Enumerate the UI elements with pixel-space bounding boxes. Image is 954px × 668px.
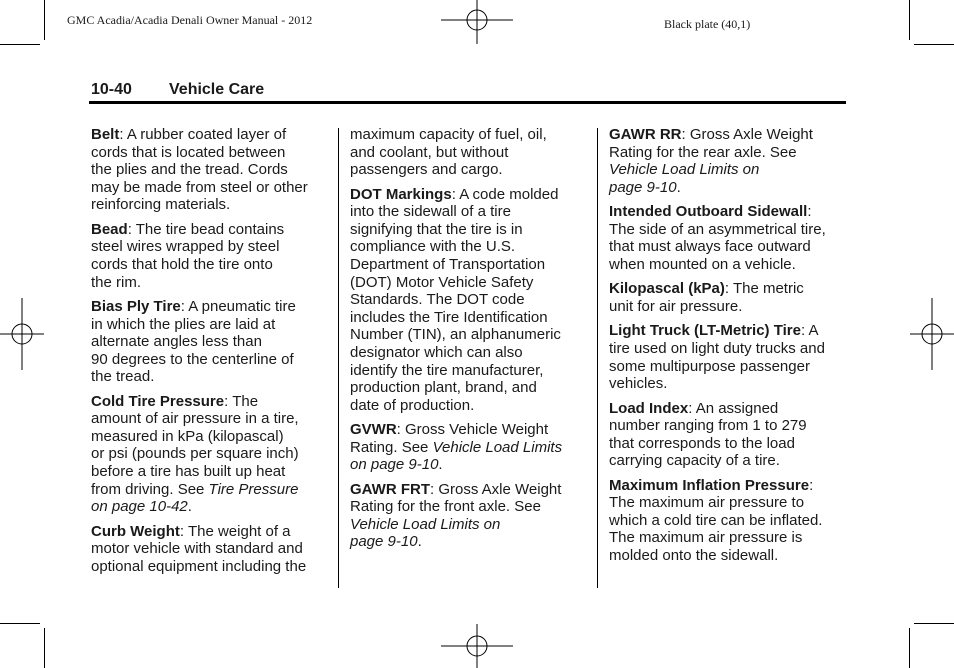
glossary-entry — [609, 400, 854, 470]
glossary-text: : — [807, 203, 812, 221]
glossary-text: when mounted on a vehicle. — [609, 255, 796, 273]
glossary-entry — [350, 126, 595, 179]
cross-reference-link: page 9-10 — [609, 178, 677, 196]
cross-reference-link: Vehicle Load Limits on — [350, 515, 501, 533]
glossary-text: or psi (pounds per square inch) — [91, 445, 299, 463]
glossary-text: . — [438, 456, 443, 474]
crop-mark — [44, 628, 45, 668]
glossary-entry — [91, 126, 336, 214]
glossary-text: molded onto the sidewall. — [609, 547, 779, 565]
registration-mark-icon — [910, 298, 954, 370]
glossary-text: : A code molded — [451, 185, 559, 203]
section-title: Vehicle Care — [169, 81, 265, 98]
crop-mark — [44, 0, 45, 40]
glossary-text: that corresponds to the load — [609, 434, 795, 452]
glossary-entry — [609, 126, 854, 196]
glossary-entry — [91, 221, 336, 291]
cross-reference-link: on page 9-10 — [350, 456, 439, 474]
glossary-text: and coolant, but without — [350, 143, 509, 161]
glossary-text: : Gross Axle Weight — [430, 480, 562, 498]
glossary-text: amount of air pressure in a tire, — [91, 410, 299, 428]
glossary-text: optional equipment including the — [91, 557, 307, 575]
glossary-text: before a tire has built up heat — [91, 463, 286, 481]
glossary-term: Load Index — [609, 399, 689, 417]
glossary-text: : The tire bead contains — [127, 220, 285, 238]
glossary-text: signifying that the tire is in — [350, 220, 523, 238]
glossary-term: DOT Markings — [350, 185, 452, 203]
registration-mark-icon — [0, 298, 44, 370]
glossary-term: Light Truck (LT-Metric) Tire — [609, 322, 801, 340]
glossary-text: Rating for the front axle. See — [350, 498, 541, 516]
glossary-text: : Gross Vehicle Weight — [396, 421, 549, 439]
page-number: 10-40 — [91, 81, 132, 98]
glossary-text: cords that is located between — [91, 143, 286, 161]
glossary-text: : The weight of a — [179, 522, 291, 540]
glossary-text: designator which can also — [350, 343, 523, 361]
cross-reference-link: page 9-10 — [350, 533, 418, 551]
glossary-text: . — [417, 533, 422, 551]
text-column-1 — [91, 126, 336, 582]
header-rule — [89, 101, 846, 104]
glossary-text: includes the Tire Identification — [350, 308, 548, 326]
column-divider — [338, 128, 339, 588]
glossary-text: Number (TIN), an alphanumeric — [350, 326, 561, 344]
glossary-text: into the sidewall of a tire — [350, 203, 511, 221]
glossary-text: 90 degrees to the centerline of — [91, 350, 294, 368]
glossary-text: . — [676, 178, 681, 196]
glossary-term: Belt — [91, 126, 120, 143]
glossary-entry — [609, 477, 854, 565]
glossary-text: (DOT) Motor Vehicle Safety — [350, 273, 534, 291]
glossary-text: Rating for the rear axle. See — [609, 143, 797, 161]
glossary-entry — [350, 481, 595, 551]
glossary-text: maximum capacity of fuel, oil, — [350, 126, 547, 143]
section-heading — [91, 81, 264, 99]
glossary-text: unit for air pressure. — [609, 297, 743, 315]
glossary-text: vehicles. — [609, 375, 668, 393]
glossary-text: passengers and cargo. — [350, 161, 503, 179]
glossary-text: the tread. — [91, 368, 155, 386]
glossary-text: compliance with the U.S. — [350, 238, 516, 256]
cross-reference-link: Tire Pressure — [208, 480, 299, 498]
glossary-term: GVWR — [350, 421, 397, 439]
glossary-term: Curb Weight — [91, 522, 180, 540]
glossary-text: : — [809, 476, 814, 494]
cross-reference-link: Vehicle Load Limits — [432, 438, 563, 456]
glossary-text: production plant, brand, and — [350, 379, 537, 397]
glossary-text: some multipurpose passenger — [609, 357, 810, 375]
glossary-entry — [350, 421, 595, 474]
glossary-text: reinforcing materials. — [91, 196, 231, 214]
glossary-term: Bias Ply Tire — [91, 297, 181, 315]
glossary-text: : Gross Axle Weight — [681, 126, 813, 143]
text-column-3 — [609, 126, 854, 571]
glossary-text: The maximum air pressure is — [609, 529, 803, 547]
glossary-text: number ranging from 1 to 279 — [609, 417, 807, 435]
glossary-term: GAWR FRT — [350, 480, 430, 498]
crop-mark — [0, 623, 40, 624]
glossary-text: in which the plies are laid at — [91, 315, 276, 333]
glossary-text: the plies and the tread. Cords — [91, 161, 288, 179]
crop-mark — [914, 44, 954, 45]
glossary-text: which a cold tire can be inflated. — [609, 511, 823, 529]
glossary-text: : A pneumatic tire — [180, 297, 296, 315]
glossary-text: . — [187, 498, 192, 516]
glossary-term: GAWR RR — [609, 126, 682, 143]
manual-title: GMC Acadia/Acadia Denali Owner Manual - 2012 — [67, 13, 313, 27]
glossary-text: alternate angles less than — [91, 333, 262, 351]
glossary-text: measured in kPa (kilopascal) — [91, 427, 284, 445]
text-column-2 — [350, 126, 595, 558]
glossary-text: : A rubber coated layer of — [119, 126, 287, 143]
glossary-term: Maximum Inflation Pressure — [609, 476, 810, 494]
crop-mark — [0, 44, 40, 45]
glossary-text: date of production. — [350, 396, 475, 414]
glossary-text: tire used on light duty trucks and — [609, 339, 825, 357]
glossary-text: Standards. The DOT code — [350, 291, 525, 309]
plate-label: Black plate (40,1) — [664, 17, 751, 31]
column-divider — [597, 128, 598, 588]
crop-mark — [909, 0, 910, 40]
glossary-text: the rim. — [91, 273, 142, 291]
glossary-term: Bead — [91, 220, 128, 238]
glossary-text: cords that hold the tire onto — [91, 255, 273, 273]
cross-reference-link: Vehicle Load Limits on — [609, 161, 760, 179]
glossary-text: steel wires wrapped by steel — [91, 238, 280, 256]
glossary-text: The maximum air pressure to — [609, 494, 805, 512]
glossary-text: carrying capacity of a tire. — [609, 452, 780, 470]
glossary-entry — [609, 322, 854, 392]
glossary-term: Kilopascal (kPa) — [609, 280, 725, 298]
glossary-term: Cold Tire Pressure — [91, 392, 225, 410]
glossary-text: from driving. See — [91, 480, 209, 498]
glossary-text: The side of an asymmetrical tire, — [609, 220, 826, 238]
glossary-text: Department of Transportation — [350, 255, 546, 273]
glossary-entry — [609, 203, 854, 273]
registration-mark-icon — [441, 624, 513, 668]
cross-reference-link: on page 10-42 — [91, 498, 188, 516]
glossary-text: motor vehicle with standard and — [91, 540, 303, 558]
glossary-text: : The metric — [724, 280, 804, 298]
glossary-entry — [91, 523, 336, 576]
glossary-text: : The — [224, 392, 259, 410]
glossary-entry — [91, 393, 336, 516]
glossary-entry — [350, 186, 595, 415]
glossary-entry — [609, 280, 854, 315]
glossary-term: Intended Outboard Sidewall — [609, 203, 808, 221]
glossary-entry — [91, 298, 336, 386]
glossary-text: : An assigned — [688, 399, 779, 417]
glossary-text: that must always face outward — [609, 238, 811, 256]
registration-mark-icon — [441, 0, 513, 44]
glossary-text: : A — [800, 322, 819, 340]
glossary-text: may be made from steel or other — [91, 178, 308, 196]
glossary-text: identify the tire manufacturer, — [350, 361, 544, 379]
crop-mark — [914, 623, 954, 624]
glossary-text: Rating. See — [350, 438, 433, 456]
crop-mark — [909, 628, 910, 668]
